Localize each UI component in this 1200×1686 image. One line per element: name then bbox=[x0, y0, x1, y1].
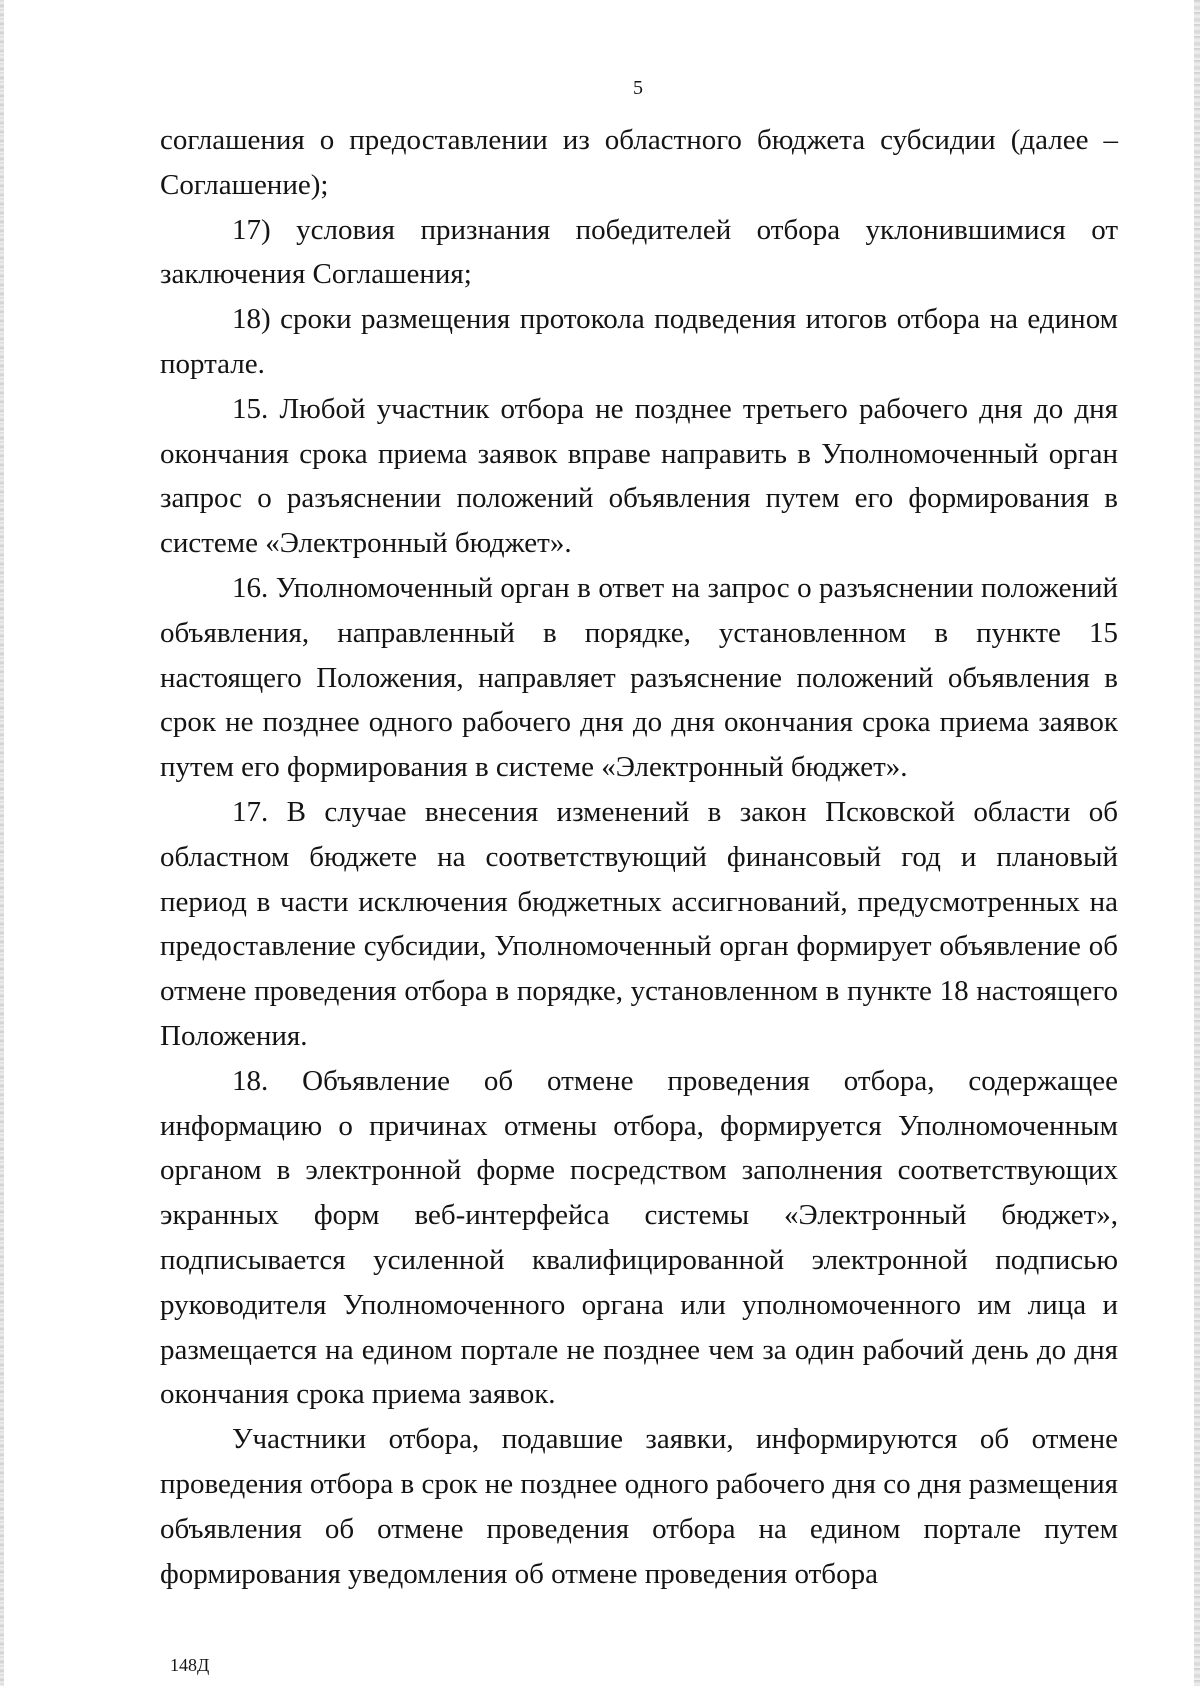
paragraph-clause-18: 18. Объявление об отмене проведения отбора, содержащее информацию о причинах отмены отбора, формируется Уполномоченным органом в электронной форме посредством заполнения соответствующих экранных форм веб-интерфейса системы «Электронный бюджет», подписывается усиленной квалифицированной электронной подписью руководителя Уполномоченного органа или уполномоченного им лица и размещается на едином портале не позднее чем за один рабочий день до дня окончания срока приема заявок. bbox=[160, 1064, 1118, 1411]
paragraph-participants-notice: Участники отбора, подавшие заявки, информируются об отмене проведения отбора в срок не позднее одного рабочего дня со дня размещения объявления об отмене проведения отбора на едином портале путем формирования уведомления об отмене проведения отбора bbox=[160, 1423, 1118, 1590]
paragraph-item-17: 17) условия признания победителей отбора уклонившимися от заключения Соглашения; bbox=[160, 213, 1118, 291]
paragraph-item-18: 18) сроки размещения протокола подведения итогов отбора на едином портале. bbox=[160, 303, 1118, 380]
paragraph-continuation: соглашения о предоставлении из областного бюджета субсидии (далее – Соглашение); bbox=[160, 124, 1118, 201]
page-number: 5 bbox=[633, 77, 643, 99]
document-body bbox=[160, 118, 1118, 1596]
scan-edge-left bbox=[0, 0, 4, 1686]
paragraph-clause-15: 15. Любой участник отбора не позднее третьего рабочего дня до дня окончания срока приема заявок вправе направить в Уполномоченный орган запрос о разъяснении положений объявления путем его формирования в системе «Электронный бюджет». bbox=[160, 392, 1118, 560]
footer-document-code: 148Д bbox=[170, 1655, 210, 1675]
scan-edge-right bbox=[1194, 0, 1200, 1686]
paragraph-clause-16: 16. Уполномоченный орган в ответ на запрос о разъяснении положений объявления, направленный в порядке, установленном в пункте 15 настоящего Положения, направляет разъяснение положений объявления в срок не позднее одного рабочего дня до дня окончания срока приема заявок путем его формирования в системе «Электронный бюджет». bbox=[160, 571, 1118, 784]
paragraph-clause-17: 17. В случае внесения изменений в закон Псковской области об областном бюджете на соответствующий финансовый год и плановый период в части исключения бюджетных ассигнований, предусмотренных на предоставление субсидии, Уполномоченный орган формирует объявление об отмене проведения отбора в порядке, установленном в пункте 18 настоящего Положения. bbox=[160, 795, 1118, 1052]
